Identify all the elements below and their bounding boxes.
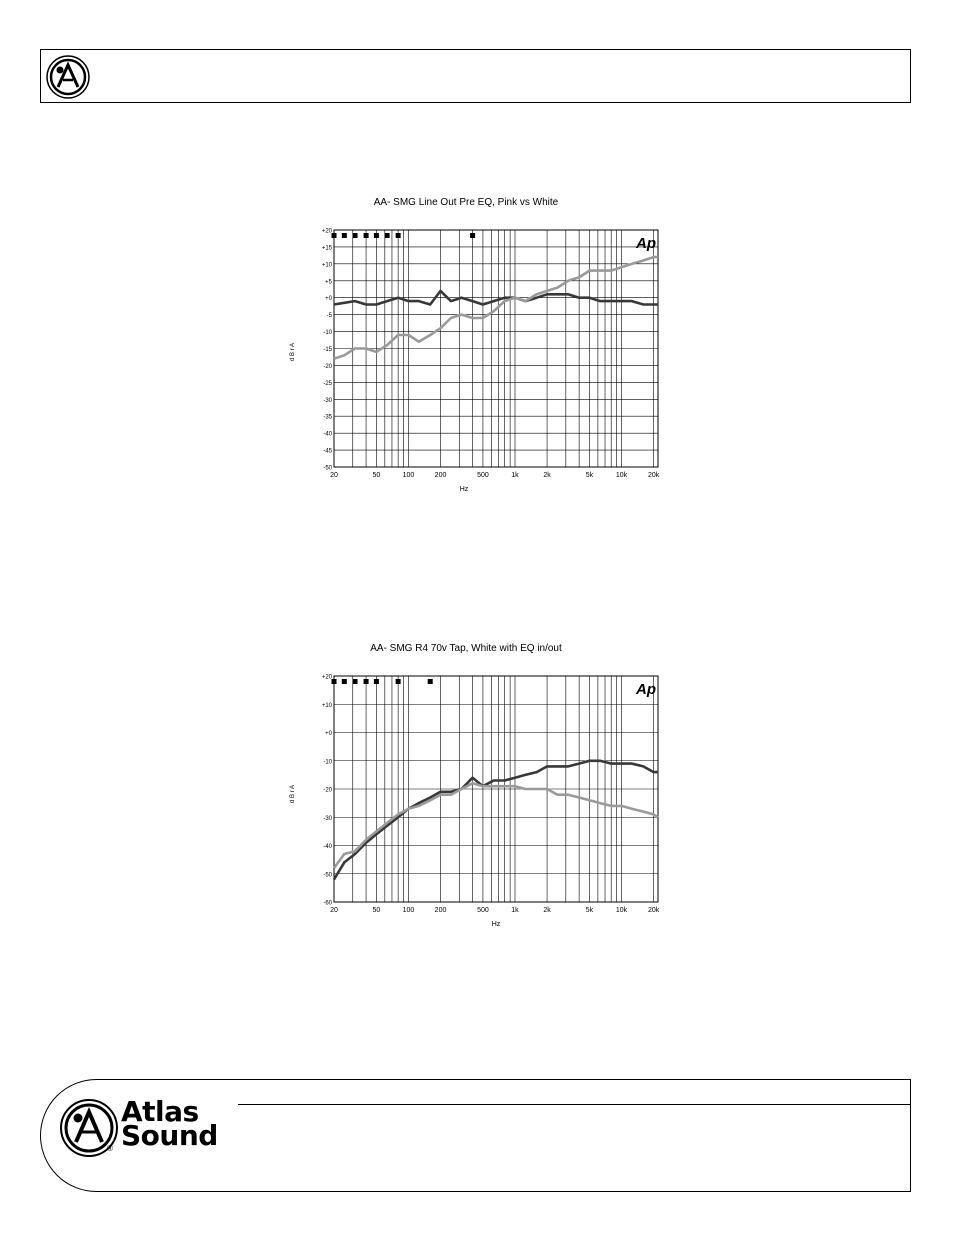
y-tick-label: -50 [323,872,332,879]
x-tick-labels [330,472,660,479]
y-tick-label: -30 [323,397,332,404]
marker-square [353,679,358,684]
x-tick-label: 500 [477,907,489,914]
chart-title: AA- SMG Line Out Pre EQ, Pink vs White [373,197,559,208]
chart-svg [270,190,670,500]
page-footer [40,1079,911,1192]
page-header [40,49,911,103]
chart-title: AA- SMG R4 70v Tap, White with EQ in/out [370,643,562,654]
marker-square [428,679,433,684]
brand-line-atlas: Atlas [121,1095,199,1128]
brand-line-sound: Sound [121,1119,218,1152]
y-tick-label: -40 [323,431,332,438]
x-tick-label: 50 [372,907,381,914]
y-axis-label: d B r A [290,784,296,804]
y-tick-label: -50 [323,465,332,472]
footer-rule [238,1104,910,1105]
y-axis-label: d B r A [290,342,296,362]
y-tick-label: -10 [323,330,332,337]
y-tick-label: +20 [321,674,332,681]
y-tick-label: -60 [323,900,332,907]
y-tick-label: -10 [323,759,332,766]
marker-square [396,233,401,238]
y-tick-label: -5 [326,313,332,320]
x-tick-label: 20 [330,907,338,914]
x-tick-label: 2k [543,472,551,479]
chart-r4-70v-tap [270,636,670,936]
y-tick-label: -35 [323,414,332,421]
y-tick-label: +15 [321,245,332,252]
marker-square [385,233,390,238]
y-tick-label: -30 [323,815,332,822]
x-tick-label: 200 [434,907,447,914]
x-tick-label: 500 [477,472,489,479]
x-tick-label: 20 [330,472,338,479]
marker-square [353,233,358,238]
x-tick-label: 1k [511,907,519,914]
ap-brand-mark: Ap [636,235,656,252]
y-tick-label: -15 [323,347,332,353]
x-tick-label: 50 [372,472,381,479]
brand-wordmark [121,1095,218,1152]
chart-svg [270,636,670,936]
x-tick-labels [330,907,660,914]
marker-square [364,233,369,238]
y-tick-label: -20 [323,787,332,794]
x-tick-label: 100 [402,907,415,914]
marker-square [470,233,475,238]
x-axis-label: Hz [459,486,469,493]
marker-square [396,679,401,684]
y-tick-labels [322,229,333,472]
plot-grid [334,676,658,902]
marker-square [342,233,347,238]
y-tick-label: +10 [321,262,332,269]
y-tick-label: -40 [323,844,332,850]
x-tick-label: 200 [434,472,447,479]
x-tick-label: 1k [511,472,519,479]
y-tick-label: -45 [323,448,332,455]
marker-square [364,679,369,684]
x-tick-label: 100 [402,472,415,479]
y-tick-label: +10 [321,702,332,709]
y-tick-label: +5 [325,279,332,286]
x-tick-label: 20k [647,907,660,914]
marker-square [332,679,337,684]
marker-square [332,233,337,238]
y-tick-label: +0 [325,731,332,737]
x-tick-label: 20k [647,472,660,479]
atlas-sound-emblem-icon [45,54,91,100]
x-tick-label: 10k [615,472,628,479]
y-tick-label: -25 [323,380,332,387]
x-tick-label: 2k [543,907,551,914]
chart-line-out-pre-eq [270,190,670,500]
marker-square [374,233,379,238]
x-tick-label: 5k [585,907,594,914]
x-axis-label: Hz [491,921,501,928]
y-tick-labels [322,675,333,907]
y-tick-label: -20 [323,363,332,370]
marker-square [342,679,347,684]
registered-mark: ® [107,1144,113,1153]
ap-brand-mark: Ap [636,681,656,698]
y-tick-label: +0 [325,296,332,303]
x-tick-label: 5k [585,472,594,479]
y-tick-label: +20 [321,228,332,235]
x-tick-label: 10k [615,907,628,914]
marker-square [374,679,379,684]
